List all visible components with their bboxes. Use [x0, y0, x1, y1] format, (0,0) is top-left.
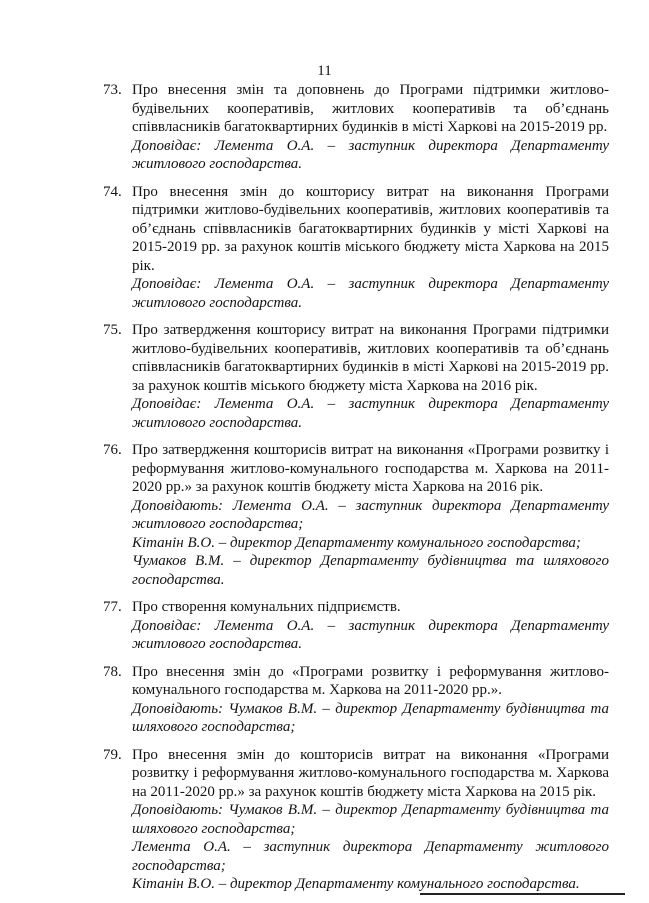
speaker-line: Доповідає: Лемента О.А. – заступник директора Департаменту житлового господарства. — [132, 276, 609, 311]
agenda-item-title — [103, 183, 609, 276]
agenda-item — [103, 746, 609, 894]
agenda-item — [103, 663, 609, 737]
speakers-block — [103, 275, 609, 312]
agenda-item — [103, 81, 609, 174]
agenda-item-number: 78. — [103, 663, 122, 680]
agenda-item-title — [103, 746, 609, 802]
agenda-item-title — [103, 81, 609, 137]
speaker-line: Доповідають: Чумаков В.М. – директор Департаменту будівництва та шляхового господарства; — [132, 700, 609, 735]
speaker-line: Доповідає: Лемента О.А. – заступник директора Департаменту житлового господарства. — [132, 137, 609, 172]
agenda-item-title — [103, 321, 609, 395]
agenda-item-text: Про затвердження кошторису витрат на виконання Програми підтримки житлово-будівельних кооперативів, житлових кооперативів та об’єднань співвласників багатоквартирних будинків в місті Харкові на 2015-2019 рр. за рахунок коштів міського бюджету міста Харкова на 2016 рік. — [132, 322, 609, 394]
speaker-line: Доповідає: Лемента О.А. – заступник директора Департаменту житлового господарства. — [132, 396, 609, 431]
speaker-line: Кітанін В.О. – директор Департаменту комунального господарства; — [132, 534, 581, 551]
agenda-list — [103, 81, 609, 903]
agenda-item-number: 77. — [103, 599, 122, 615]
speaker-line: Кітанін В.О. – директор Департаменту комунального господарства. — [132, 876, 580, 892]
agenda-item-title — [103, 441, 609, 497]
agenda-item — [103, 441, 609, 589]
speakers-block — [103, 617, 609, 654]
agenda-item-text: Про внесення змін до «Програми розвитку і реформування житлово-комунального господарства м. Харкова на 2011-2020 рр.». — [132, 663, 609, 698]
agenda-item-text: Про внесення змін та доповнень до Програми підтримки житлово-будівельних кооперативів, житлових кооперативів та об’єднань співвласників багатоквартирних будинків в місті Харкові на 2015-2019 рр. — [132, 82, 609, 135]
agenda-item-text: Про внесення змін до кошторисів витрат на виконання «Програми розвитку і реформування житлово-комунального господарства м. Харкова на 2011-2020 рр.» за рахунок коштів бюджету міста Харкова на 2015 рік. — [132, 746, 609, 800]
agenda-item — [103, 598, 609, 654]
speakers-block — [103, 700, 609, 737]
agenda-item-number: 79. — [103, 746, 122, 763]
agenda-item-text: Про створення комунальних підприємств. — [132, 599, 401, 615]
speaker-line: Доповідає: Лемента О.А. – заступник директора Департаменту житлового господарства. — [132, 617, 609, 652]
agenda-item-number: 74. — [103, 183, 122, 200]
agenda-item-text: Про затвердження кошторисів витрат на виконання «Програми розвитку і реформування житлово-комунального господарства м. Харкова на 2011-2020 рр.» за рахунок коштів бюджету міста Харкова на 2016 рік. — [132, 442, 609, 495]
agenda-item-number: 75. — [103, 322, 122, 338]
speakers-block — [103, 497, 609, 590]
agenda-item-number: 76. — [103, 442, 122, 458]
speaker-line: Лемента О.А. – заступник директора Департаменту житлового господарства; — [132, 839, 609, 874]
speakers-block — [103, 395, 609, 432]
speakers-block — [103, 137, 609, 174]
agenda-item — [103, 183, 609, 313]
page-number: 11 — [317, 63, 332, 79]
speaker-line: Доповідають: Чумаков В.М. – директор Департаменту будівництва та шляхового господарства; — [132, 802, 609, 837]
speakers-block — [103, 801, 609, 894]
agenda-item-title — [103, 598, 609, 617]
agenda-item-title — [103, 663, 609, 700]
bottom-rule — [420, 893, 625, 895]
agenda-item-number: 73. — [103, 82, 122, 98]
speaker-line: Доповідають: Лемента О.А. – заступник директора Департаменту житлового господарства; — [132, 497, 609, 532]
speaker-line: Чумаков В.М. – директор Департаменту будівництва та шляхового господарства. — [132, 553, 609, 588]
agenda-item-text: Про внесення змін до кошторису витрат на виконання Програми підтримки житлово-будівельних кооперативів, житлових кооперативів та об’єднань співвласників багатоквартирних будинків у місті Харкові на 2015-2019 рр. за рахунок коштів міського бюджету міста Харкова на 2015 рік. — [132, 183, 609, 274]
agenda-item — [103, 321, 609, 432]
